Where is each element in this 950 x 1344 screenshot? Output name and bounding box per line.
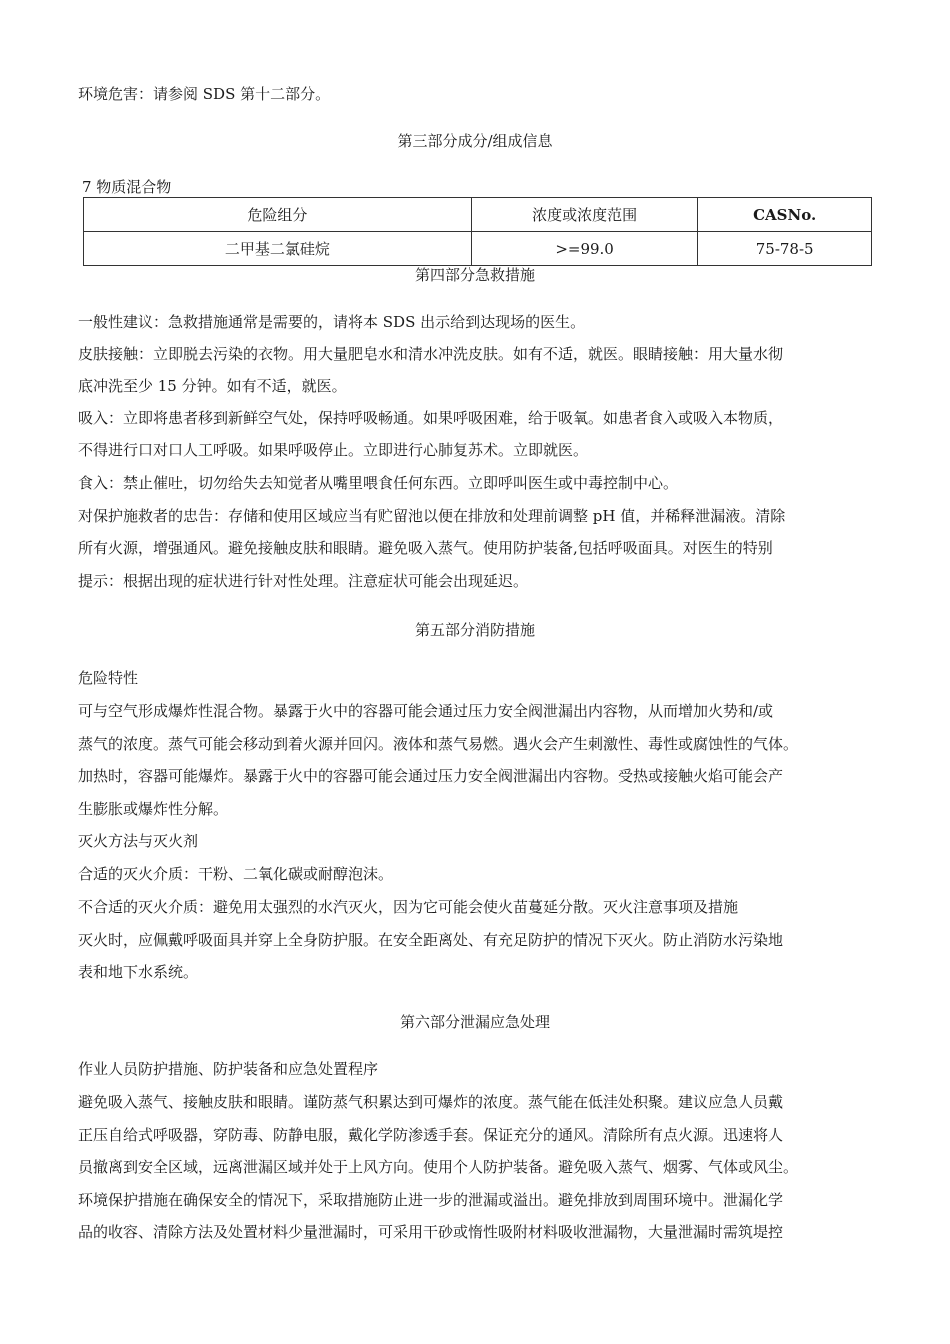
section4-line: 底冲洗至少 15 分钟。如有不适，就医。	[78, 377, 347, 395]
section4-line: 不得进行口对口人工呼吸。如果呼吸停止。立即进行心肺复苏术。立即就医。	[78, 441, 589, 459]
section4-line: 食入：禁止催吐，切勿给失去知觉者从嘴里喂食任何东西。立即呼叫医生或中毒控制中心。	[78, 474, 679, 492]
section5-line: 危险特性	[78, 669, 139, 687]
section6-line: 员撤离到安全区域，远离泄漏区域并处于上风方向。使用个人防护装备。避免吸入蒸气、烟雾、气体或风尘。	[78, 1158, 799, 1176]
cell-concentration: >=99.0	[471, 232, 697, 266]
section5-line: 可与空气形成爆炸性混合物。暴露于火中的容器可能会通过压力安全阀泄漏出内容物，从而增加火势和/或	[78, 702, 774, 720]
section5-line: 生膨胀或爆炸性分解。	[78, 800, 229, 818]
section6-title: 第六部分泄漏应急处理	[399, 1013, 550, 1031]
section3-title: 第三部分成分/组成信息	[397, 132, 553, 150]
section5-title: 第五部分消防措施	[414, 621, 535, 639]
section4-title: 第四部分急救措施	[414, 266, 535, 284]
section4-line: 吸入：立即将患者移到新鲜空气处，保持呼吸畅通。如果呼吸困难，给于吸氧。如患者食入或吸入本物质，	[78, 409, 784, 427]
section4-line: 皮肤接触：立即脱去污染的衣物。用大量肥皂水和清水冲洗皮肤。如有不适，就医。眼睛接触：用大量水彻	[78, 345, 784, 363]
section6-line: 避免吸入蒸气、接触皮肤和眼睛。谨防蒸气积累达到可爆炸的浓度。蒸气能在低洼处积聚。建议应急人员戴	[78, 1093, 784, 1111]
header-concentration: 浓度或浓度范围	[471, 198, 697, 232]
env-hazard-line: 环境危害：请参阅 SDS 第十二部分。	[78, 85, 331, 103]
section6-line: 作业人员防护措施、防护装备和应急处置程序	[78, 1060, 379, 1078]
section5-line: 表和地下水系统。	[78, 963, 199, 981]
section6-line: 正压自给式呼吸器，穿防毒、防静电服，戴化学防渗透手套。保证充分的通风。清除所有点火源。迅速将人	[78, 1126, 784, 1144]
section6-line: 品的收容、清除方法及处置材料少量泄漏时，可采用干砂或惰性吸附材料吸收泄漏物，大量泄漏时需筑堤控	[78, 1223, 784, 1241]
section6-line: 环境保护措施在确保安全的情况下，采取措施防止进一步的泄漏或溢出。避免排放到周围环境中。泄漏化学	[78, 1191, 784, 1209]
cell-cas-number: 75-78-5	[698, 232, 872, 266]
header-hazard-component: 危险组分	[84, 198, 472, 232]
section5-line: 不合适的灭火介质：避免用太强烈的水汽灭火，因为它可能会使火苗蔓延分散。灭火注意事项及措施	[78, 898, 739, 916]
section4-line: 所有火源，增强通风。避免接触皮肤和眼睛。避免吸入蒸气。使用防护装备,包括呼吸面具。对医生的特别	[78, 539, 773, 557]
header-cas-no: CASNo.	[698, 198, 872, 232]
section5-line: 合适的灭火介质：干粉、二氧化碳或耐醇泡沫。	[78, 865, 394, 883]
section4-line: 提示：根据出现的症状进行针对性处理。注意症状可能会出现延迟。	[78, 572, 529, 590]
table-row	[84, 232, 872, 266]
section4-line: 一般性建议：急救措施通常是需要的，请将本 SDS 出示给到达现场的医生。	[78, 313, 586, 331]
cell-component-name: 二甲基二氯硅烷	[84, 232, 472, 266]
section4-line: 对保护施救者的忠告：存储和使用区域应当有贮留池以便在排放和处理前调整 pH 值，并稀释泄漏液。清除	[78, 507, 786, 525]
section5-line: 灭火方法与灭火剂	[78, 832, 199, 850]
section5-line: 加热时，容器可能爆炸。暴露于火中的容器可能会通过压力安全阀泄漏出内容物。受热或接触火焰可能会产	[78, 767, 784, 785]
table-header-row	[84, 198, 872, 232]
section5-line: 蒸气的浓度。蒸气可能会移动到着火源并回闪。液体和蒸气易燃。遇火会产生刺激性、毒性或腐蚀性的气体。	[78, 735, 799, 753]
section5-line: 灭火时，应佩戴呼吸面具并穿上全身防护服。在安全距离处、有充足防护的情况下灭火。防止消防水污染地	[78, 931, 784, 949]
composition-table	[83, 197, 872, 266]
table-caption: 7 物质混合物	[82, 178, 172, 196]
